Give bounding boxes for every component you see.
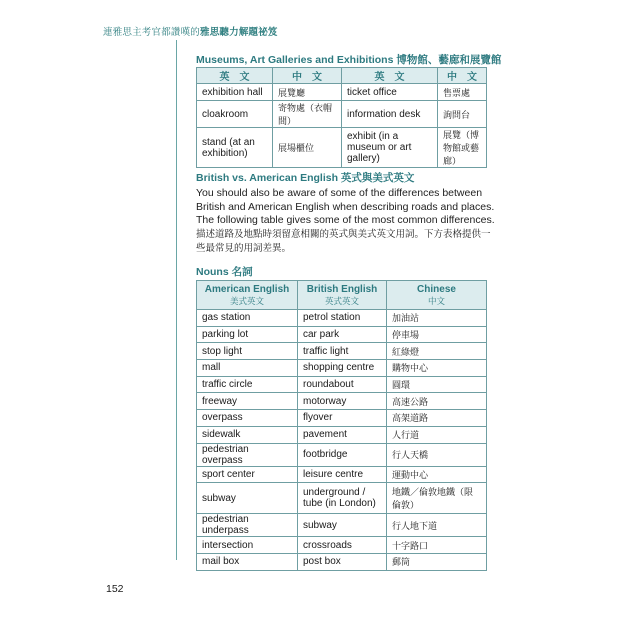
table-cell: 高速公路 (387, 393, 487, 410)
table-cell: footbridge (298, 443, 387, 466)
table-row (197, 326, 487, 343)
table-row (197, 84, 487, 101)
nouns-table-header (197, 281, 487, 310)
running-header (103, 24, 278, 38)
table-cell: crossroads (298, 537, 387, 554)
table-cell: 購物中心 (387, 360, 487, 377)
museums-table-header (197, 68, 487, 84)
table-row (197, 443, 487, 466)
table-cell: post box (298, 553, 387, 570)
table-row (197, 360, 487, 377)
section-title-british-american: British vs. American English 英式與美式英文 (196, 172, 415, 184)
table-cell: 人行道 (387, 426, 487, 443)
table-cell: ticket office (342, 84, 438, 101)
table-cell: 加油站 (387, 310, 487, 327)
header-label-cn: 英式英文 (324, 295, 359, 306)
table-cell: 高架道路 (387, 410, 487, 427)
header-label-cn: 美式英文 (229, 295, 264, 306)
table-cell: subway (298, 514, 387, 537)
header-book-title: 雅思聽力解題祕笈 (200, 27, 278, 38)
table-cell: exhibit (in a museum or art gallery) (342, 128, 438, 168)
table-row (197, 537, 487, 554)
table-cell: leisure centre (298, 466, 387, 483)
table-row (197, 101, 487, 128)
section-title-nouns: Nouns 名詞 (196, 266, 253, 278)
table-cell: exhibition hall (197, 84, 273, 101)
table-cell: petrol station (298, 310, 387, 327)
table-cell: underground / tube (in London) (298, 483, 387, 514)
table-cell: 行人天橋 (387, 443, 487, 466)
header-label-cn: 中文 (427, 295, 445, 306)
table-cell: information desk (342, 101, 438, 128)
table-cell: 地鐵／倫敦地鐵（限倫敦） (387, 483, 487, 514)
table-row (197, 553, 487, 570)
table-cell: stop light (197, 343, 298, 360)
museums-header-cell: 英 文 (342, 68, 438, 84)
header-label-en: British English (306, 283, 378, 295)
table-cell: intersection (197, 537, 298, 554)
table-cell: shopping centre (298, 360, 387, 377)
intro-paragraph-cn: 描述道路及地點時須留意相關的英式與美式英文用詞。下方表格提供一些最常見的用詞差異。 (196, 229, 491, 254)
table-cell: cloakroom (197, 101, 273, 128)
table-cell: 展覽廳 (273, 84, 342, 101)
table-cell: stand (at an exhibition) (197, 128, 273, 168)
table-cell: mall (197, 360, 298, 377)
nouns-header-cell (298, 281, 387, 310)
table-row (197, 393, 487, 410)
table-row (197, 483, 487, 514)
museums-header-cell: 中 文 (438, 68, 487, 84)
table-cell: freeway (197, 393, 298, 410)
table-cell: subway (197, 483, 298, 514)
table-cell: pavement (298, 426, 387, 443)
table-cell: flyover (298, 410, 387, 427)
table-cell: sport center (197, 466, 298, 483)
table-cell: car park (298, 326, 387, 343)
table-row (197, 376, 487, 393)
page-number: 152 (106, 583, 124, 595)
table-row (197, 343, 487, 360)
table-cell: pedestrian overpass (197, 443, 298, 466)
table-cell: overpass (197, 410, 298, 427)
table-cell: 展覽（博物館或藝廊） (438, 128, 487, 168)
table-cell: sidewalk (197, 426, 298, 443)
table-cell: 十字路口 (387, 537, 487, 554)
table-cell: mail box (197, 553, 298, 570)
table-row (197, 466, 487, 483)
section-title-museums: Museums, Art Galleries and Exhibitions 博物館、藝廊和展覽館 (196, 54, 502, 66)
table-cell: 展場櫃位 (273, 128, 342, 168)
table-row (197, 514, 487, 537)
museums-header-cell: 中 文 (273, 68, 342, 84)
margin-rule (176, 40, 177, 560)
intro-paragraph-en: You should also be aware of some of the differences between British and American English when describing roads and places. The following table gives some of the most common differences. (196, 187, 495, 226)
table-row (197, 310, 487, 327)
table-cell: gas station (197, 310, 298, 327)
table-cell: 紅綠燈 (387, 343, 487, 360)
table-row (197, 128, 487, 168)
table-cell: 圓環 (387, 376, 487, 393)
table-cell: 寄物處（衣帽間） (273, 101, 342, 128)
table-cell: 行人地下道 (387, 514, 487, 537)
table-cell: motorway (298, 393, 387, 410)
table-row (197, 426, 487, 443)
table-cell: 詢問台 (438, 101, 487, 128)
table-cell: traffic light (298, 343, 387, 360)
table-cell: pedestrian underpass (197, 514, 298, 537)
header-prefix: 連雅思主考官都讚嘆的 (103, 27, 201, 38)
table-cell: 郵筒 (387, 553, 487, 570)
header-label-en: Chinese (417, 283, 456, 295)
nouns-header-cell (387, 281, 487, 310)
nouns-header-cell (197, 281, 298, 310)
table-cell: traffic circle (197, 376, 298, 393)
table-cell: roundabout (298, 376, 387, 393)
table-row (197, 410, 487, 427)
header-label-en: American English (204, 283, 290, 295)
museums-header-cell: 英 文 (197, 68, 273, 84)
table-cell: 售票處 (438, 84, 487, 101)
museums-table (196, 67, 487, 168)
table-cell: parking lot (197, 326, 298, 343)
table-cell: 運動中心 (387, 466, 487, 483)
table-cell: 停車場 (387, 326, 487, 343)
nouns-table (196, 280, 487, 571)
